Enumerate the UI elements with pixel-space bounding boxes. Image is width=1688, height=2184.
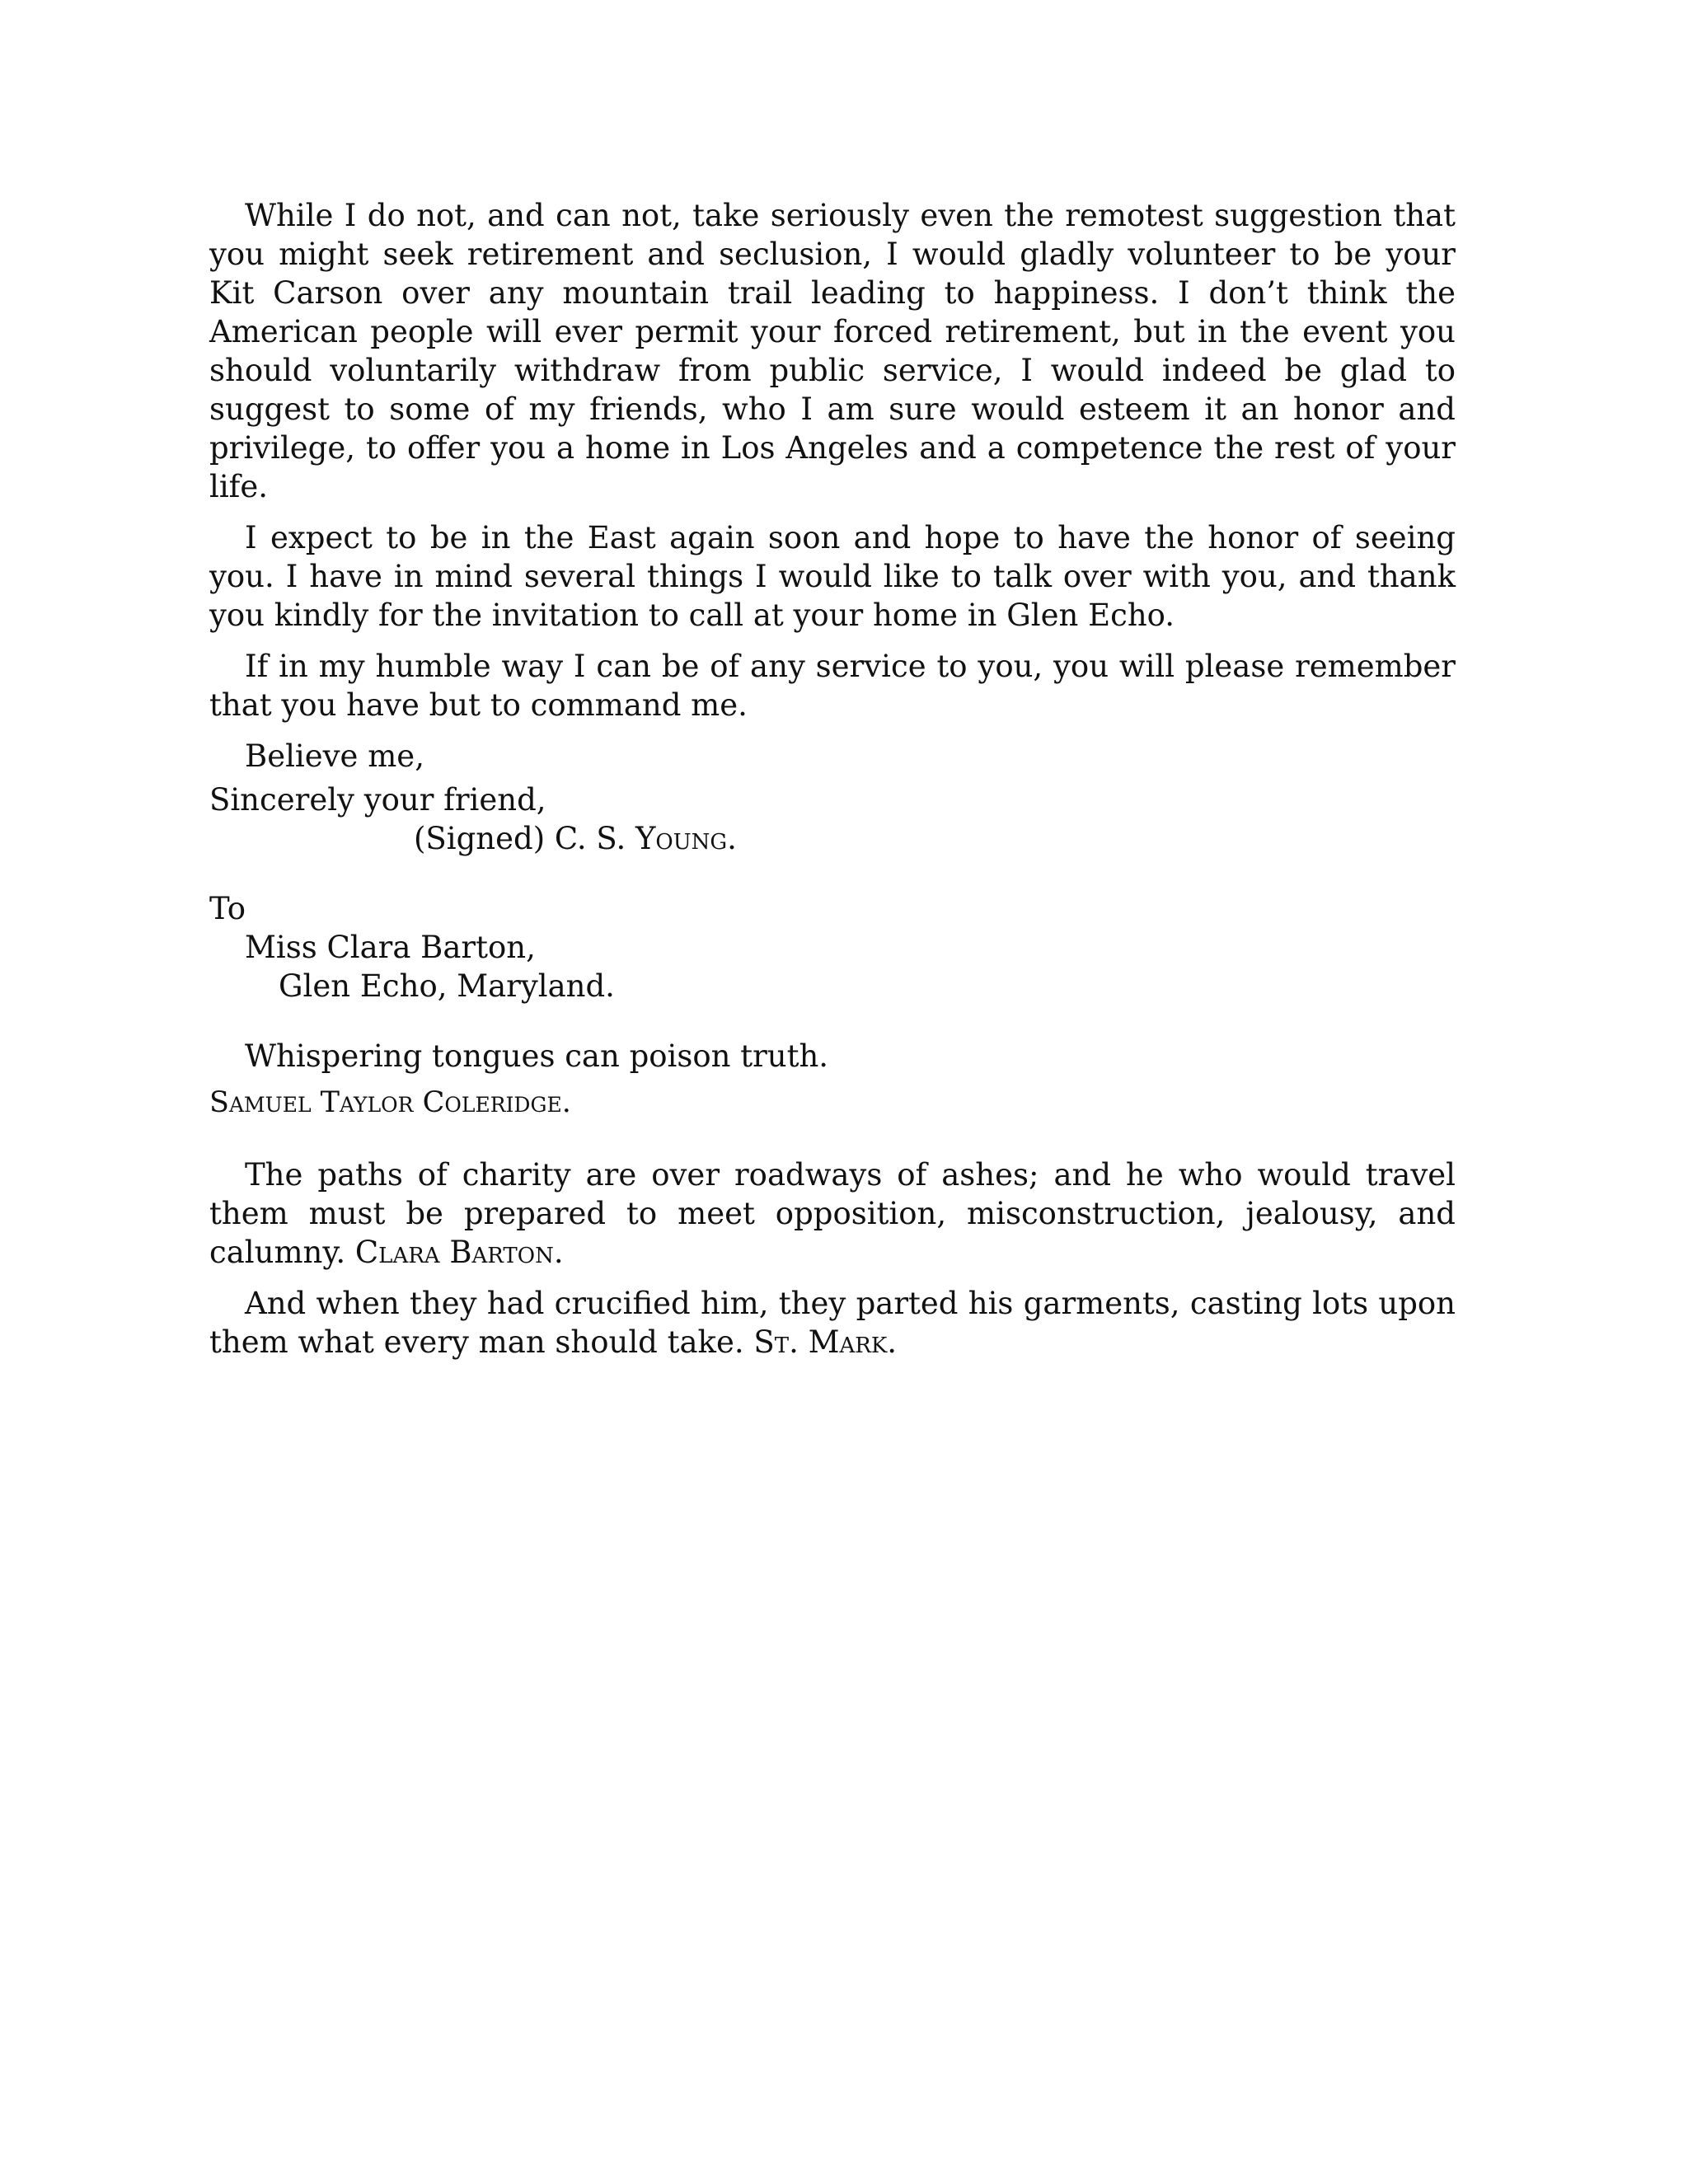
quote-3 [209,1284,1456,1361]
letter-signature [209,819,1456,858]
signature-name: Young. [635,821,737,856]
quote-1-text: Whispering tongues can poison truth. [245,1038,829,1074]
quote-3-text: And when they had crucified him, they parted his garments, casting lots upon them what every man should take. [209,1286,1456,1360]
address-place: Glen Echo, Maryland. [279,968,615,1004]
quote-3-attribution: St. Mark. [753,1324,898,1360]
quote-1-attribution: Samuel Taylor Coleridge. [209,1086,571,1119]
quote-2-attribution: Clara Barton. [354,1235,564,1270]
letter-paragraph-1: While I do not, and can not, take seriously even the remotest suggestion that you might seek retirement and seclusion, I would gladly volunteer to be your Kit Carson over any mountain trail leading to happiness. I don’t think the American people will ever permit your forced retirement, but in the event you should voluntarily withdraw from public service, I would indeed be glad to suggest to some of my friends, who I am sure would esteem it an honor and privilege, to offer you a home in Los Angeles and a competence the rest of your life. [209,198,1456,504]
quote-2-text: The paths of charity are over roadways of ashes; and he who would travel them must be prepared to meet opposition, misconstruction, jealousy, and calumny. [209,1157,1456,1270]
quote-2 [209,1155,1456,1272]
letter-closing: Sincerely your friend, [209,782,546,818]
address-recipient: Miss Clara Barton, [245,930,536,965]
letter-believe-line: Believe me, [245,738,424,774]
document-page [209,196,1456,1374]
letter-paragraph-2: I expect to be in the East again soon and hope to have the honor of seeing you. I have in mind several things I would like to talk over with you, and thank you kindly for the invitation to call at your home in Glen Echo. [209,520,1456,633]
letter-paragraph-3: If in my humble way I can be of any service to you, you will please remember that you have but to command me. [209,649,1456,723]
signature-prefix: (Signed) C. S. [414,821,635,856]
address-to: To [209,891,246,926]
